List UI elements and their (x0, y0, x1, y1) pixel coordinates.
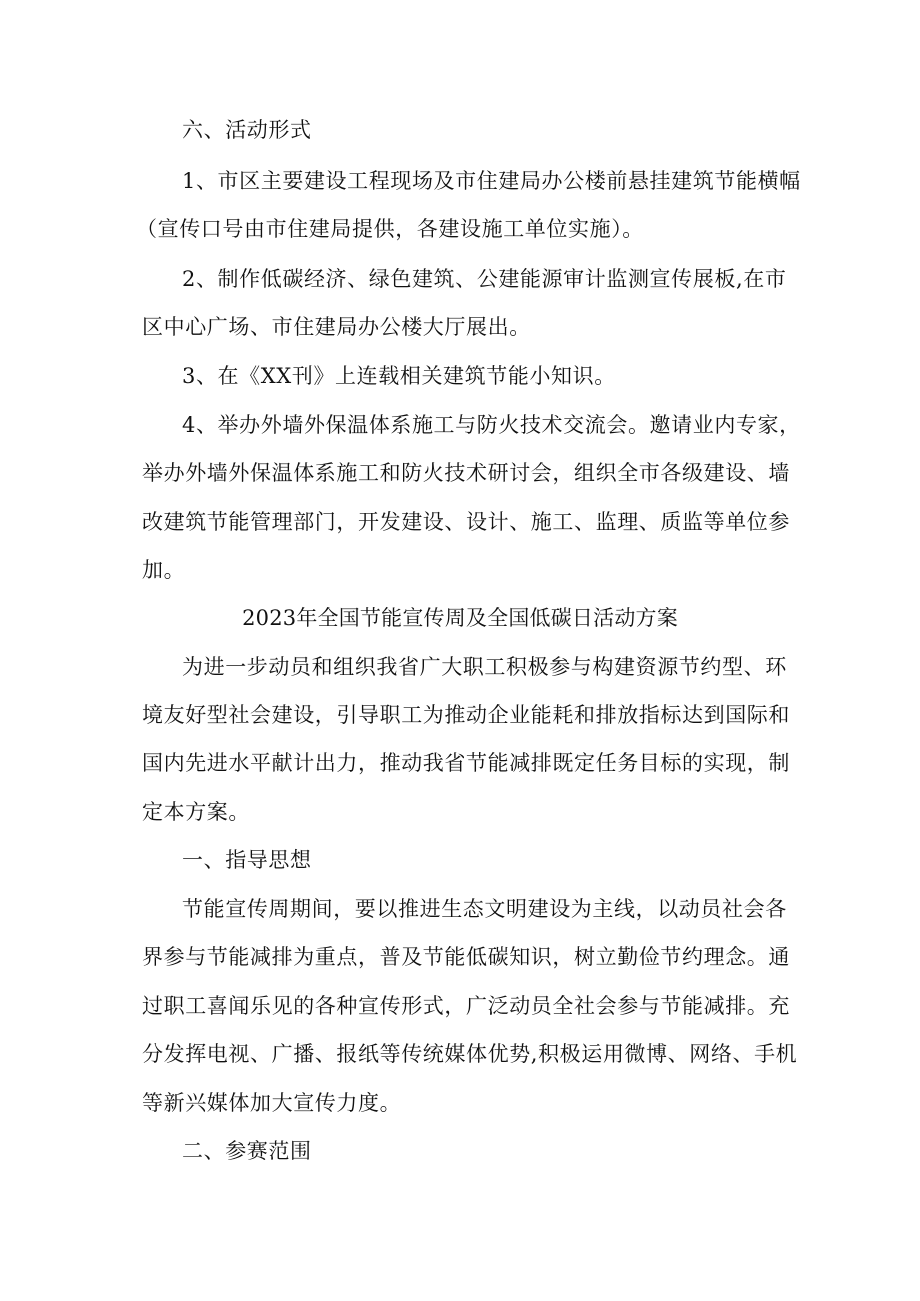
section-two-heading: 二、参赛范围 (182, 1139, 312, 1163)
section-one-line-1: 节能宣传周期间，要以推进生态文明建设为主线，以动员社会各 (182, 897, 787, 921)
section-one-line-5: 等新兴媒体加大宣传力度。 (142, 1091, 402, 1115)
item4-line-1: 4、举办外墙外保温体系施工与防火技术交流会。邀请业内专家， (182, 413, 801, 437)
item4-line-3: 改建筑节能管理部门，开发建设、设计、施工、监理、质监等单位参 (142, 510, 790, 534)
section-one-line-2: 界参与节能减排为重点，普及节能低碳知识，树立勤俭节约理念。通 (142, 945, 790, 969)
item1-line-2: （宣传口号由市住建局提供，各建设施工单位实施）。 (136, 217, 644, 241)
section-one-heading: 一、指导思想 (182, 848, 312, 872)
item4-line-4: 加。 (142, 558, 186, 582)
intro-line-1: 为进一步动员和组织我省广大职工积极参与构建资源节约型、环 (182, 655, 787, 679)
item3-line-1: 3、在《XX刊》上连载相关建筑节能小知识。 (182, 364, 616, 388)
intro-line-4: 定本方案。 (142, 800, 250, 824)
item1-line-1: 1、市区主要建设工程现场及市住建局办公楼前悬挂建筑节能横幅 (182, 169, 801, 193)
intro-line-2: 境友好型社会建设，引导职工为推动企业能耗和排放指标达到国际和 (142, 703, 790, 727)
section-one-line-4: 分发挥电视、广播、报纸等传统媒体优势,积极运用微博、网络、手机 (142, 1042, 798, 1066)
section-six-heading: 六、活动形式 (182, 118, 312, 142)
item4-line-2: 举办外墙外保温体系施工和防火技术研讨会，组织全市各级建设、墙 (142, 461, 790, 485)
item2-line-1: 2、制作低碳经济、绿色建筑、公建能源审计监测宣传展板,在市 (182, 267, 787, 291)
section-one-line-3: 过职工喜闻乐见的各种宣传形式，广泛动员全社会参与节能减排。充 (142, 994, 790, 1018)
intro-line-3: 国内先进水平献计出力，推动我省节能减排既定任务目标的实现，制 (142, 751, 790, 775)
item2-line-2: 区中心广场、市住建局办公楼大厅展出。 (142, 315, 531, 339)
document-title: 2023年全国节能宣传周及全国低碳日活动方案 (242, 606, 678, 630)
